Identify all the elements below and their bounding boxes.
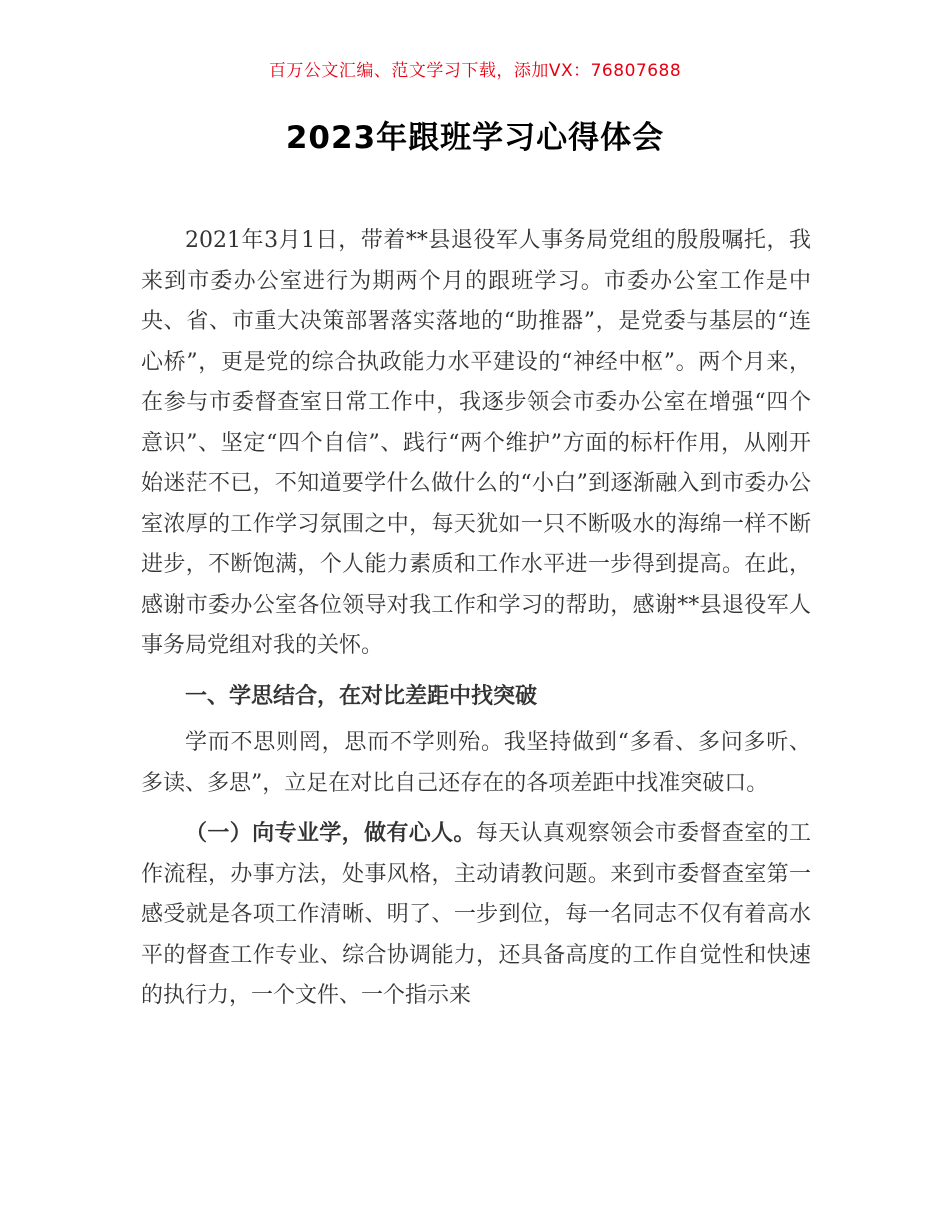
document-body bbox=[141, 221, 811, 1017]
paragraph-section-1-intro: 学而不思则罔，思而不学则殆。我坚持做到“多看、多问多听、多读、多思”，立足在对比自己还存在的各项差距中找准突破口。 bbox=[141, 730, 811, 796]
section-heading-1: 一、学思结合，在对比差距中找突破 bbox=[185, 683, 538, 709]
paragraph-intro: 2021年3月1日，带着**县退役军人事务局党组的殷殷嘱托，我来到市委办公室进行为期两个月的跟班学习。市委办公室工作是中央、省、市重大决策部署落实落地的“助推器”，是党委与基层的“连心桥”，更是党的综合执政能力水平建设的“神经中枢”。两个月来，在参与市委督查室日常工作中，我逐步领会市委办公室在增强“四个意识”、坚定“四个自信”、践行“两个维护”方面的标杆作用，从刚开始迷茫不已，不知道要学什么做什么的“小白”到逐渐融入到市委办公室浓厚的工作学习氛围之中，每天犹如一只不断吸水的海绵一样不断进步，不断饱满，个人能力素质和工作水平进一步得到提高。在此，感谢市委办公室各位领导对我工作和学习的帮助，感谢**县退役军人事务局党组对我的关怀。 bbox=[141, 228, 811, 658]
watermark-header: 百万公文汇编、范文学习下载，添加VX：76807688 bbox=[268, 61, 682, 81]
paragraph-subsection-1 bbox=[141, 814, 811, 1017]
subsection-text: 每天认真观察领会市委督查室的工作流程，办事方法，处事风格，主动请教问题。来到市委督查室第一感受就是各项工作清晰、明了、一步到位，每一名同志不仅有着高水平的督查工作专业、综合协调能力，还具备高度的工作自觉性和快速的执行力，一个文件、一个指示来 bbox=[141, 821, 811, 1008]
document-title: 2023年跟班学习心得体会 bbox=[285, 120, 665, 156]
subsection-lead: （一）向专业学，做有心人。 bbox=[185, 821, 476, 846]
